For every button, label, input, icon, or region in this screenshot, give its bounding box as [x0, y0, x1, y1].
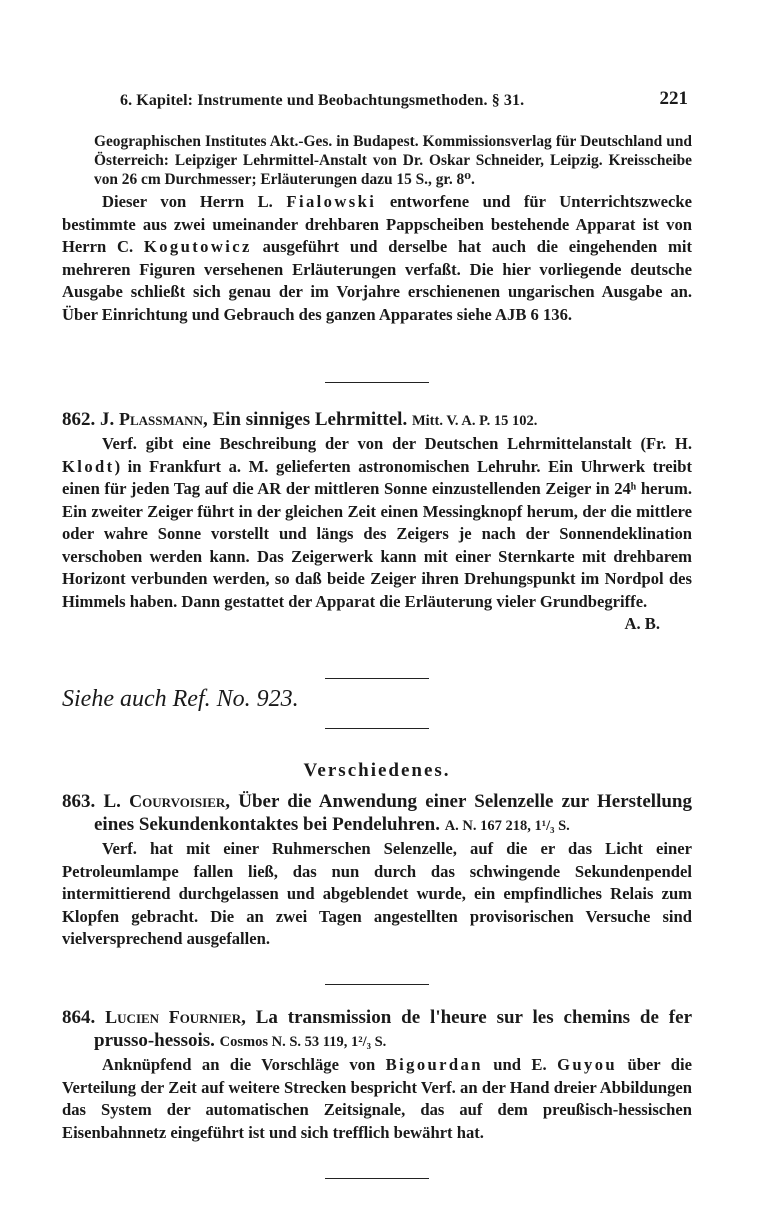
entry-864 [62, 1006, 692, 1144]
entry-heading: 863. L. Courvoisier, Über die Anwendung einer Selenzelle zur Herstellung eines Sekundenkontaktes bei Pendeluhren. A. N. 167 218, 1¹/₃ S. [62, 791, 692, 835]
entry-863 [62, 790, 692, 951]
see-also: Siehe auch Ref. No. 923. [62, 686, 299, 712]
citation: Mitt. V. A. P. 15 102. [411, 413, 538, 429]
entry-heading: 864. Lucien Fournier, La transmission de l'heure sur les chemins de fer prusso-hessois. Cosmos N. S. 53 119, 1²/₃ S. [62, 1007, 693, 1051]
section-rule [62, 382, 692, 383]
source-lines: Geographischen Institutes Akt.-Ges. in Budapest. Kommissionsverlag für Deutschland und Österreich: Leipziger Lehrmittel-Anstalt von Dr. Oskar Schneider, Leipzig. Kreisscheibe von 26 cm Durchmesser; Erläuterungen dazu 15 S., gr. 8⁰. [94, 133, 692, 188]
entry-abstract: Anknüpfend an die Vorschläge von Bigourdan und E. Guyou über die Verteilung der Zeit auf weitere Strecken bespricht Verf. an der Hand dreier Abbildungen das System der automatischen Zeitsignale, das auf dem preußisch-hessischen Eisenbahnnetz eingeführt ist und sich trefflich bewährt hat. [62, 1055, 693, 1142]
continuation-block [62, 132, 692, 326]
cross-reference [62, 684, 692, 714]
continuation-paragraph: Dieser von Herrn L. Fialowski entworfene und für Unterrichtszwecke bestimmte aus zwei umeinander drehbaren Pappscheiben bestehende Apparat ist von Herrn C. Kogutowicz ausgeführt und derselbe hat auch die eingehenden mit mehreren Figuren versehenen Erläuterungen verfaßt. Die hier vorliegende deutsche Ausgabe schließt sich genau der im Vorjahre erschienenen ungarischen Ausgabe an. Über Einrichtung und Gebrauch des ganzen Apparates siehe AJB 6 136. [62, 192, 692, 324]
person-name: Fialowski [286, 192, 377, 211]
section-heading [62, 760, 692, 782]
running-title: 6. Kapitel: Instrumente und Beobachtungsmethoden. § 31. [120, 92, 525, 109]
book-page [62, 88, 693, 1142]
entry-abstract: Verf. gibt eine Beschreibung der von der Deutschen Lehrmittelanstalt (Fr. H. Klodt) in Frankfurt a. M. gelieferten astronomischen Lehruhr. Ein Uhrwerk treibt einen für jeden Tag auf die AR der mittleren Sonne einzustellenden Zeiger in 24ʰ herum. Ein zweiter Zeiger führt in der gleichen Zeit einen Messingknopf herum, der die mittlere oder wahre Sonne vorstellt und längs des Zeigers je nach der Sonnendeklination verschoben werden kann. Das Zeigerwerk kann mit einer Sternkarte mit drehbarem Horizont verbunden werden, so daß beide Zeiger ihren Drehungspunkt im Nordpol des Himmels haben. Dann gestattet der Apparat die Erläuterung vieler Grundbegriffe. A. B. [62, 433, 692, 613]
running-header [62, 88, 692, 118]
citation: A. N. 167 218, 1¹/₃ S. [444, 818, 570, 834]
section-rule [62, 984, 692, 985]
entry-abstract: Verf. hat mit einer Ruhmerschen Selenzelle, auf die er das Licht einer Petroleumlampe fallen ließ, das nun durch das schwingende Sekundenpendel intermittierend durchgelassen und abgeblendet wurde, ein empfindliches Relais zum Klopfen gebracht. Die an zwei Tagen angestellten provisorischen Versuche sind vielversprechend ausgefallen. [62, 839, 692, 948]
citation: Cosmos N. S. 53 119, 1²/₃ S. [219, 1034, 387, 1050]
section-rule [62, 1178, 692, 1179]
reviewer-signature: A. B. [624, 614, 660, 633]
person-name: Kogutowicz [143, 237, 252, 256]
section-rule [62, 728, 692, 729]
entry-862 [62, 408, 692, 636]
section-title: Verschiedenes. [303, 760, 451, 781]
section-rule [62, 678, 692, 679]
page-number: 221 [659, 88, 688, 109]
entry-heading: 862. J. Plassmann, Ein sinniges Lehrmittel. Mitt. V. A. P. 15 102. [62, 409, 538, 430]
